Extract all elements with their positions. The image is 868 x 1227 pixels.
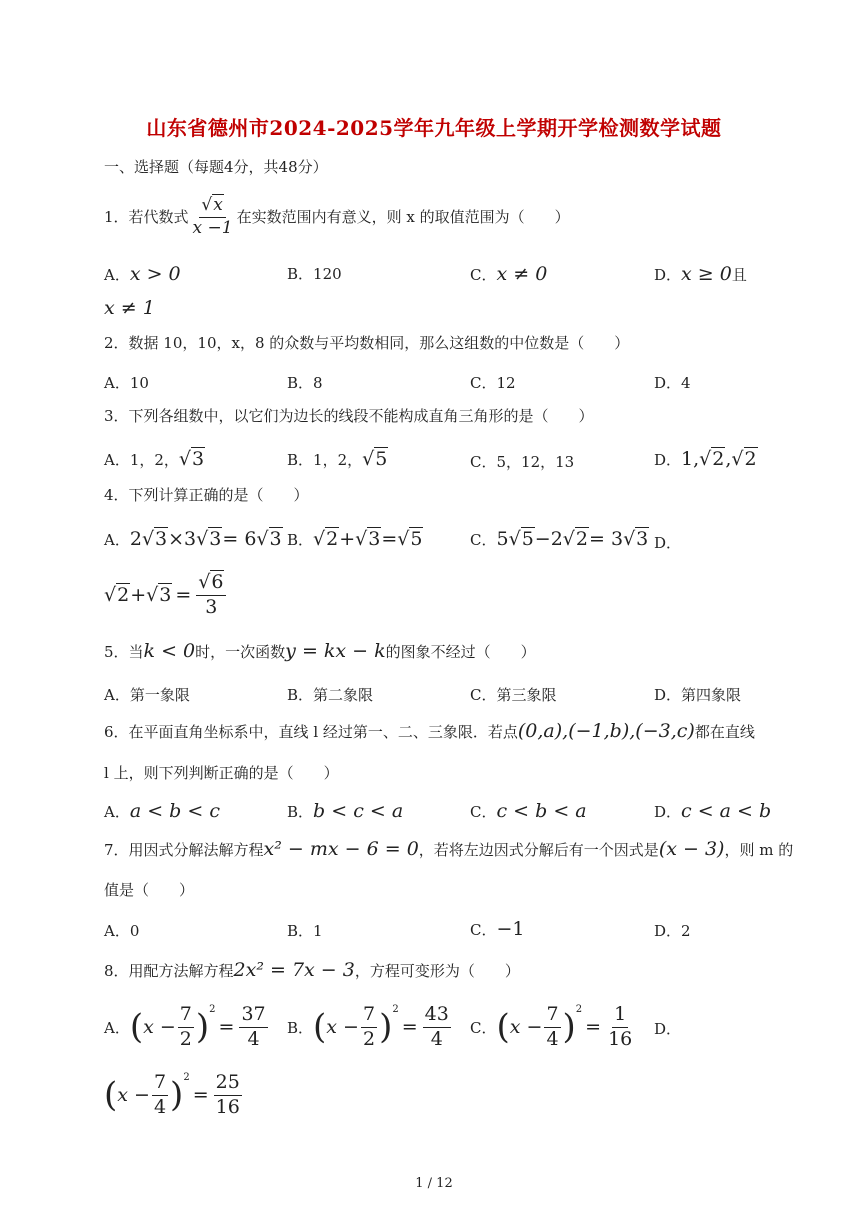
question-1 [104,196,570,238]
question-7-line-1: 7．用因式分解法解方程x² − mx − 6 = 0，若将左边因式分解后有一个因式是(x − 3)，则 m 的 [104,838,794,860]
q3-option-b[interactable]: B．1，2，√5 [287,448,388,470]
q1-prefix: 1．若代数式 [104,207,189,226]
q1-option-d[interactable]: D．x ≥ 0且 [654,263,747,285]
page-title: 山东省德州市2024-2025学年九年级上学期开学检测数学试题 [146,116,722,140]
question-5: 5．当k < 0时，一次函数y = kx − k的图象不经过（ ） [104,640,536,662]
q6-option-a[interactable]: A．a < b < c [104,800,220,822]
q1-option-c[interactable]: C．x ≠ 0 [470,263,548,285]
q4-option-b[interactable]: B．√2+√3=√5 [287,528,423,550]
q5-option-b[interactable]: B．第二象限 [287,686,374,704]
question-2: 2．数据 10，10，x，8 的众数与平均数相同，那么这组数的中位数是（ ） [104,334,630,352]
question-4: 4．下列计算正确的是（ ） [104,486,309,504]
q4-option-d[interactable]: D． [654,534,682,552]
question-3: 3．下列各组数中，以它们为边长的线段不能构成直角三角形的是（ ） [104,407,594,425]
q3-option-a[interactable]: A．1，2，√3 [104,448,205,470]
q4-option-d-expression: √2 + √3 = $\frac{√6}{3}$ [104,572,228,619]
q6-option-d[interactable]: D．c < a < b [654,800,772,822]
q3-option-d[interactable]: D．1,√2,√2 [654,448,757,470]
q6-option-c[interactable]: C．c < b < a [470,800,587,822]
q5-option-d[interactable]: D．第四象限 [654,686,742,704]
q1-fraction: $\frac{√x}{x -1}$ [192,195,233,238]
q5-option-a[interactable]: A．第一象限 [104,686,190,704]
q1-option-a[interactable]: A．x > 0 [104,263,181,285]
q8-option-d[interactable]: D． [654,1020,682,1038]
q1-numerator: x [213,195,223,215]
question-6-line-2: l 上，则下列判断正确的是（ ） [104,764,339,782]
q4-option-a[interactable]: A．2√3×3√3= 6√3 [104,528,282,550]
q8-option-d-expression: ( x − $\frac{7}{4}$ ) $^2$ = $\frac{25}{16}$ [104,1071,240,1118]
q2-option-b[interactable]: B．8 [287,374,323,392]
q7-option-a[interactable]: A．0 [104,922,140,940]
q1-option-d-continued: x ≠ 1 [104,297,155,319]
q1-denominator: x −1 [192,217,233,238]
q2-option-a[interactable]: A．10 [104,374,149,392]
q8-option-c[interactable]: C． ( x − $\frac{7}{4}$ ) $^2$ = $\frac{1}{16}$ [470,1003,633,1050]
question-6-line-1: 6．在平面直角坐标系中，直线 l 经过第一、二、三象限．若点(0,a),(−1,b),(−3,c)都在直线 [104,720,755,742]
q7-option-d[interactable]: D．2 [654,922,691,940]
q4-option-c[interactable]: C．5√5−2√2= 3√3 [470,528,649,550]
q2-option-d[interactable]: D．4 [654,374,691,392]
q1-option-b[interactable]: B．120 [287,265,342,283]
q6-option-b[interactable]: B．b < c < a [287,800,404,822]
q8-option-b[interactable]: B． ( x − $\frac{7}{2}$ ) $^2$ = $\frac{43}{4}$ [287,1003,449,1050]
q2-option-c[interactable]: C．12 [470,374,516,392]
question-7-line-2: 值是（ ） [104,881,195,899]
q3-option-c[interactable]: C．5，12，13 [470,453,575,471]
q7-option-b[interactable]: B．1 [287,922,323,940]
page-number: 1 / 12 [415,1176,453,1191]
q1-suffix: 在实数范围内有意义，则 x 的取值范围为（ ） [236,207,570,226]
q8-option-a[interactable]: A． ( x − $\frac{7}{2}$ ) $^2$ = $\frac{37}{4}$ [104,1003,266,1050]
section-heading: 一、选择题（每题4分，共48分） [104,158,328,176]
question-8: 8．用配方法解方程2x² = 7x − 3，方程可变形为（ ） [104,959,520,981]
q7-option-c[interactable]: C．−1 [470,918,525,940]
q5-option-c[interactable]: C．第三象限 [470,686,557,704]
